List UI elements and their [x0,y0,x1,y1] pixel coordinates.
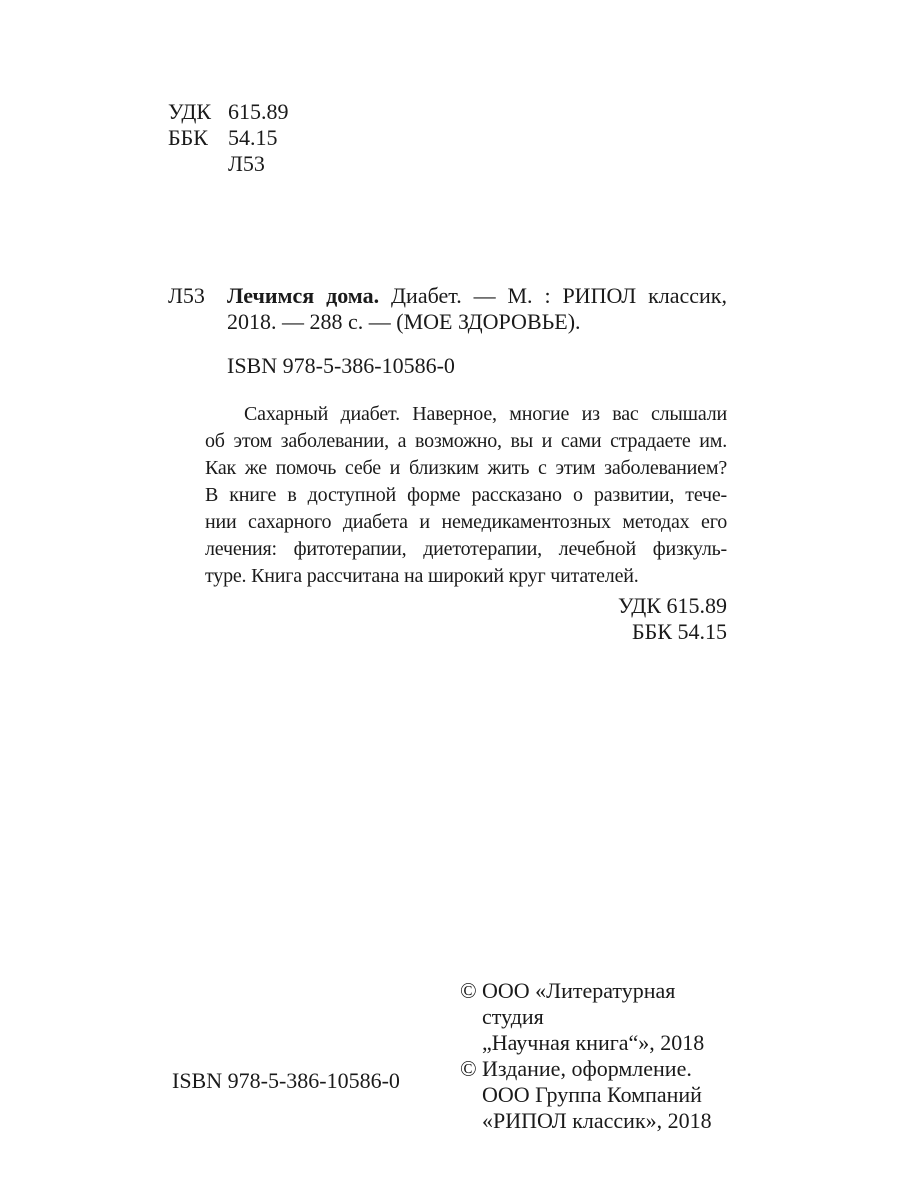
udk-row [168,99,289,125]
copyright-text: ООО «Литературная студия [482,978,676,1029]
annotation-line: туре. Книга рассчитана на широкий круг читателей. [205,565,639,587]
copyright-line [460,1108,740,1134]
bbk-right: ББК 54.15 [632,619,727,644]
annotation-block [205,401,727,590]
copyright-symbol [460,1082,482,1108]
entry-text [227,283,727,335]
bbk-row [168,125,289,151]
bbk-label: ББК [168,125,208,150]
annotation-line: В книге в доступной форме рассказано о развитии, тече- [205,484,727,506]
udk-right: УДК 615.89 [617,593,727,618]
copyright-symbol: © [460,978,477,1003]
entry-code: Л53 [168,283,205,308]
copyright-symbol [460,1030,482,1056]
copyright-symbol [460,1108,482,1134]
udk-value: 615.89 [228,99,289,124]
author-sign-spacer [168,151,228,177]
classification-right-block [618,593,727,645]
entry-title-rest: Диабет. — М. : РИПОЛ классик, [379,283,727,308]
author-sign-row [168,151,289,177]
classification-top-block [168,99,289,177]
copyright-line [460,978,740,1030]
copyright-line [460,1030,740,1056]
annotation-line: нии сахарного диабета и немедикаментозных методах его [205,511,727,533]
copyright-text: Издание, оформление. [482,1056,692,1081]
copyright-line [460,1082,740,1108]
copyright-text: «РИПОЛ классик», 2018 [482,1108,712,1133]
copyright-text: „Научная книга“», 2018 [482,1030,705,1055]
entry-title-bold: Лечимся дома. [227,283,380,308]
copyright-symbol: © [460,1056,477,1081]
annotation-line: Как же помочь себе и близким жить с этим заболеванием? [205,457,727,479]
annotation-line: Сахарный диабет. Наверное, многие из вас слышали [244,403,727,425]
udk-label: УДК [168,99,212,124]
bbk-value: 54.15 [228,125,278,150]
isbn-footer: ISBN 978-5-386-10586-0 [172,1068,400,1093]
copyright-block [460,978,740,1134]
catalog-entry-block [168,283,727,335]
entry-line-2: 2018. — 288 с. — (МОЕ ЗДОРОВЬЕ). [227,309,581,334]
isbn-middle: ISBN 978-5-386-10586-0 [227,353,455,378]
annotation-line: об этом заболевании, а возможно, вы и сами страдаете им. [205,430,727,452]
annotation-line: лечения: фитотерапии, диетотерапии, лечебной физкуль- [205,538,727,560]
copyright-text: ООО Группа Компаний [482,1082,702,1107]
author-sign-value: Л53 [228,151,265,176]
entry-line-1 [227,283,727,309]
copyright-line [460,1056,740,1082]
